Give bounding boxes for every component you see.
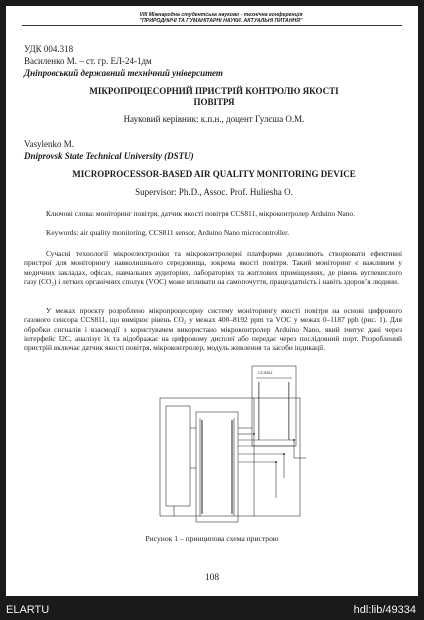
supervisor-en: Supervisor: Ph.D., Assoc. Prof. Huliesha O. [135, 187, 293, 197]
header-rule [22, 25, 402, 26]
keywords-ua: Ключові слова: моніторинг повітря, датчик якості повітря CCS811, мікроконтролер Arduino Nano. [46, 209, 355, 218]
page-number: 108 [204, 573, 220, 583]
udc-code: УДК 004.318 [24, 44, 74, 54]
supervisor-ua: Науковий керівник: к.п.н., доцент Гулєша О.М. [123, 114, 305, 124]
footer-handle: hdl:lib/49334 [353, 604, 416, 616]
paper-page [6, 6, 418, 596]
title-ua-line-2: ПОВІТРЯ [193, 97, 235, 107]
conference-header-line-2: "ПРИРОДНИЧІ ТА ГУМАНІТАРНІ НАУКИ. АКТУАЛЬНІ ПИТАННЯ" [139, 18, 303, 24]
affiliation-ua: Дніпровський державний технічний університет [24, 68, 223, 78]
title-en: MICROPROCESSOR-BASED AIR QUALITY MONITORING DEVICE [72, 169, 356, 179]
title-ua-line-1: МІКРОПРОЦЕСОРНИЙ ПРИСТРІЙ КОНТРОЛЮ ЯКОСТІ [89, 86, 339, 96]
paragraph-2: У межах проєкту розроблено мікропроцесорну систему моніторингу якості повітря на основі цифрового газового сенсора CCS811, що вимірює рівень CO₂ у межах 400–8192 ppm та VOC у межах 0–1187 ppb (рис. 1). Для обробки сигналів і взаємодії з користувачем використано мікроконтролер Arduino Nano, який зчитує дані через інтерфейс I2C, аналізує їх та відображає на цифровому дисплеї або передає через послідовний порт. Розроблений пристрій включає датчик якості повітря, мікроконтролер, модуль живлення та засоби індикації. [24, 306, 402, 353]
circuit-schematic-figure [154, 358, 306, 532]
keywords-en: Keywords: air quality monitoring, CCS811 sensor, Arduino Nano microcontroller. [46, 228, 290, 237]
sensor-label: CCS811 [258, 370, 273, 375]
paragraph-1: Сучасні технології мікроелектроніки та мікроконтролерні платформи дозволяють створювати ефективні пристрої для моніторингу навколишнього середовища, зокрема якості повітря. Такий моніторинг є важливим у медичних закладах, офісах, навчальних аудиторіях, лабораторіях та житлових приміщеннях, де рівень вуглекислого газу (CO₂) і летких органічних сполук (VOC) може впливати на самопочуття, працездатність і навіть здоров’я людини. [24, 249, 402, 286]
schematic-frame [160, 398, 300, 516]
figure-caption: Рисунок 1 – принципова схема пристрою [145, 534, 279, 543]
affiliation-en: Dniprovsk State Technical University (DSTU) [24, 151, 194, 161]
footer-repository-name: ELARTU [6, 604, 50, 616]
conference-header-line-1: VIII Міжнародна студентська науково - технічна конференція [139, 12, 303, 18]
author-en: Vasylenko M. [24, 139, 74, 149]
author-ua: Василенко М. – ст. гр. ЕЛ-24-1дм [24, 56, 152, 66]
schematic-inner-block [166, 406, 190, 506]
